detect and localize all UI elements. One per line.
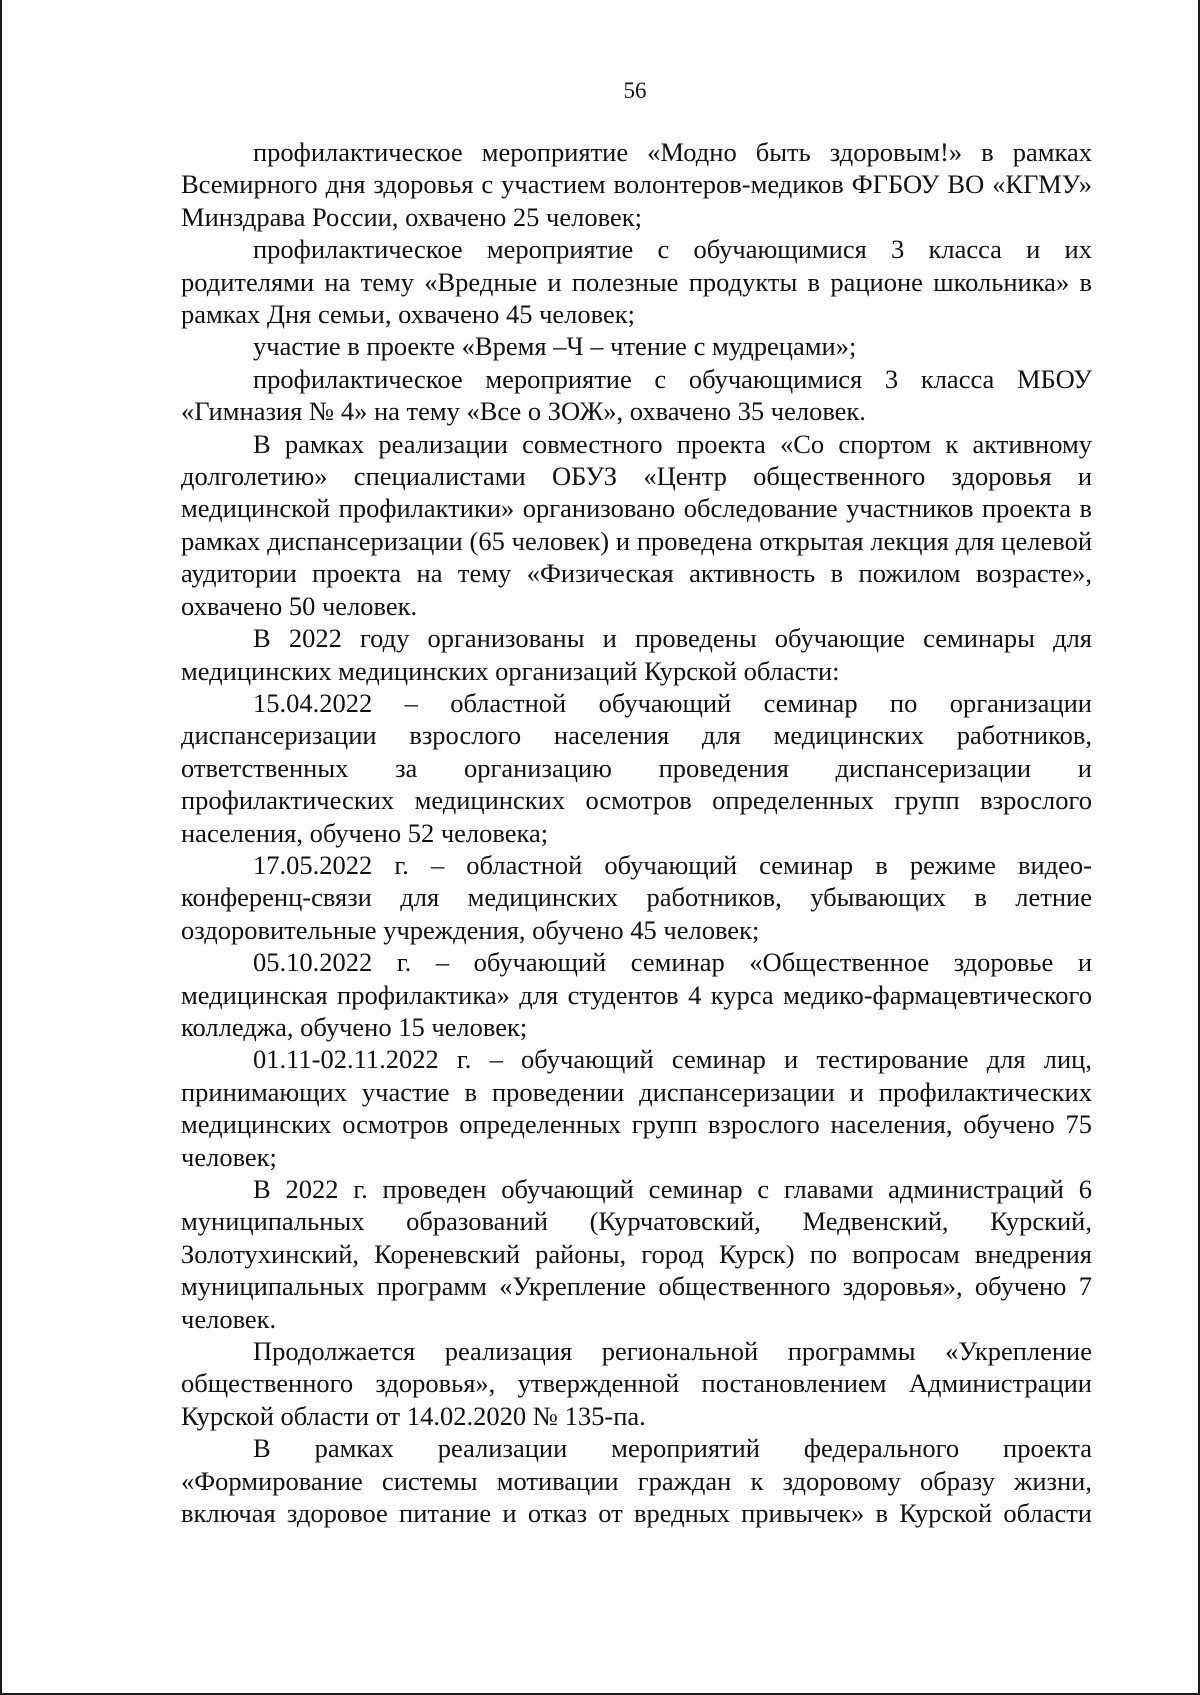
paragraph: 05.10.2022 г. – обучающий семинар «Общественное здоровье и медицинская профилактика» для студентов 4 курса медико-фармацевтического колледжа, обучено 15 человек;	[181, 947, 1092, 1042]
page-number: 56	[623, 78, 647, 103]
paragraph: В рамках реализации совместного проекта «Со спортом к активному долголетию» специалистами ОБУЗ «Центр общественного здоровья и медицинской профилактики» организовано обследование участников проекта в рамках диспансеризации (65 человек) и проведена открытая лекция для целевой аудитории проекта на тему «Физическая активность в пожилом возрасте», охвачено 50 человек.	[181, 428, 1092, 621]
paragraph: профилактическое мероприятие «Модно быть здоровым!» в рамках Всемирного дня здоровья с участием волонтеров-медиков ФГБОУ ВО «КГМУ» Минздрава России, охвачено 25 человек;	[181, 137, 1092, 232]
document-body	[181, 136, 1092, 1529]
paragraph: участие в проекте «Время –Ч – чтение с мудрецами»;	[253, 331, 857, 362]
scan-border-left	[0, 0, 2, 1695]
paragraph: В 2022 г. проведен обучающий семинар с главами администраций 6 муниципальных образований (Курчатовский, Медвенский, Курский, Золотухинский, Кореневский районы, город Курск) по вопросам внедрения муниципальных программ «Укрепление общественного здоровья», обучено 7 человек.	[181, 1174, 1092, 1334]
paragraph: 01.11-02.11.2022 г. – обучающий семинар и тестирование для лиц, принимающих участие в проведении диспансеризации и профилактических медицинских осмотров определенных групп взрослого населения, обучено 75 человек;	[181, 1044, 1092, 1172]
paragraph: профилактическое мероприятие с обучающимися 3 класса и их родителями на тему «Вредные и полезные продукты в рационе школьника» в рамках Дня семьи, охвачено 45 человек;	[181, 234, 1092, 330]
paragraph: 15.04.2022 – областной обучающий семинар по организации диспансеризации взрослого населения для медицинских работников, ответственных за организацию проведения диспансеризации и профилактических медицинских осмотров определенных групп взрослого населения, обучено 52 человека;	[181, 687, 1092, 848]
paragraph: В рамках реализации мероприятий федерального проекта «Формирование системы мотивации граждан к здоровому образу жизни, включая здоровое питание и отказ от вредных привычек» в Курской области	[181, 1433, 1092, 1529]
paragraph: Продолжается реализация региональной программы «Укрепление общественного здоровья», утвержденной постановлением Администрации Курской области от 14.02.2020 № 135-па.	[181, 1336, 1092, 1431]
paragraph: 17.05.2022 г. – областной обучающий семинар в режиме видео-конференц-связи для медицинских работников, убывающих в летние оздоровительные учреждения, обучено 45 человек;	[181, 849, 1092, 945]
paragraph: В 2022 году организованы и проведены обучающие семинары для медицинских медицинских организаций Курской области:	[181, 623, 1092, 686]
paragraph: профилактическое мероприятие с обучающимися 3 класса МБОУ «Гимназия № 4» на тему «Все о ЗОЖ», охвачено 35 человек.	[181, 363, 1092, 427]
